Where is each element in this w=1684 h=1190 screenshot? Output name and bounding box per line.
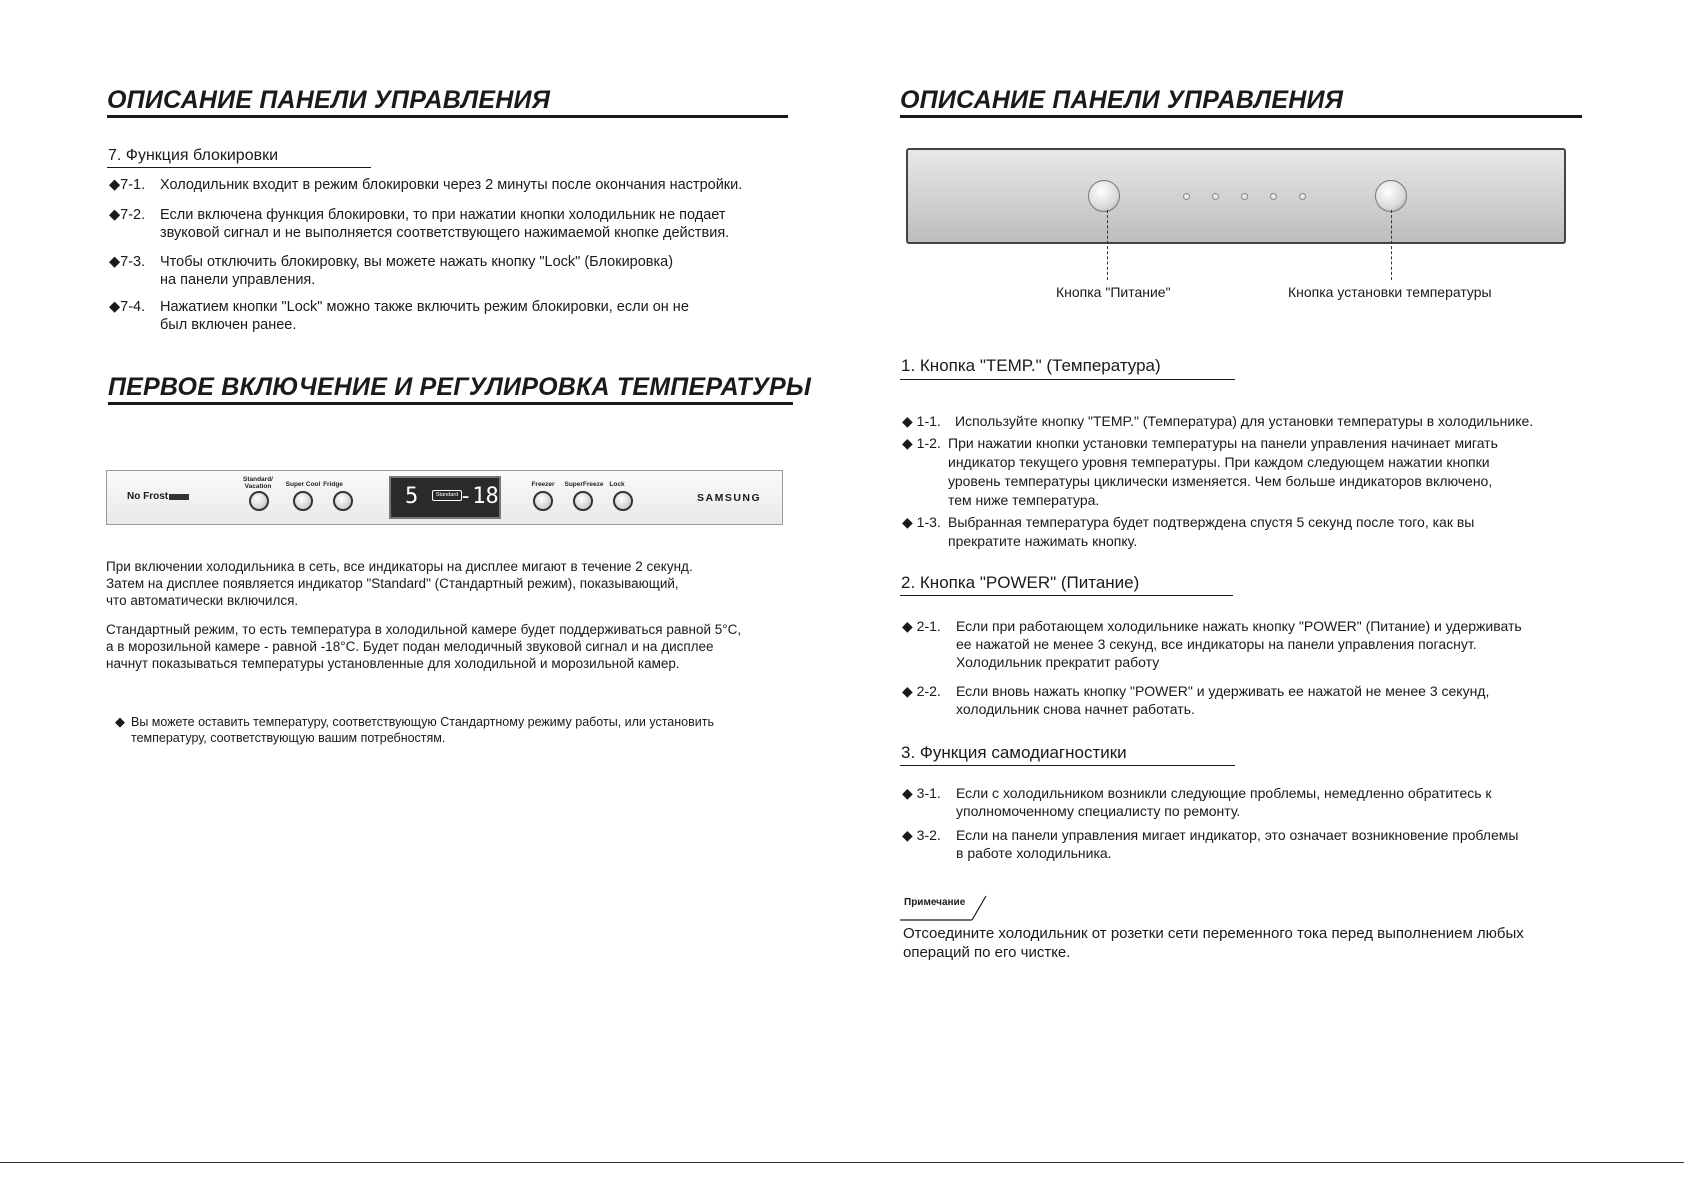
item-text: Если на панели управления мигает индикатор, это означает возникновение проблемы в работе холодильника. (956, 827, 1519, 861)
list-item (109, 298, 809, 334)
standard-mode-paragraph: Стандартный режим, то есть температура в холодильной камере будет поддерживаться равной 5°С, а в морозильной камере - равной -18°С. Будет подан мелодичный звуковой сигнал и на дисплее начнут показываться температуры установленные для холодильной и морозильной камер. (106, 622, 742, 671)
item-number: ◆ 1-2. (902, 435, 941, 451)
item-text: При нажатии кнопки установки температуры на панели управления начинает мигать индикатор текущего уровня температуры. При каждом следующем нажатии кнопки уровень температуры циклически изменяется. Чем больше индикаторов включено, тем ниже температура. (948, 435, 1498, 508)
list-item (902, 412, 1612, 430)
left-page-title: ОПИСАНИЕ ПАНЕЛИ УПРАВЛЕНИЯ (107, 86, 551, 114)
section7-rule (107, 167, 371, 168)
item-text: Нажатием кнопки "Lock" можно также включить режим блокировки, если он не был включен ранее. (160, 299, 689, 333)
button-label: Fridge (323, 481, 343, 488)
fridge-temp-readout: 5 (405, 484, 419, 509)
item-number: ◆ 1-1. (902, 413, 941, 429)
button-label: Super Cool (285, 481, 321, 488)
item-number: ◆ 3-2. (902, 827, 941, 843)
temperature-display (389, 476, 501, 519)
standard-indicator: Standard (432, 490, 462, 501)
button-label: SuperFreeze (564, 481, 604, 488)
temperature-indicator (1299, 193, 1306, 200)
item-number: ◆ 3-1. (902, 785, 941, 801)
freezer-temp-readout: -18 (459, 484, 499, 509)
freezer-button[interactable] (533, 491, 553, 511)
button-label: Lock (609, 481, 625, 488)
bullet-diamond-icon: ◆ (115, 714, 125, 729)
list-item (109, 176, 809, 194)
section1-title: 1. Кнопка "TEMP." (Температура) (901, 356, 1161, 375)
temperature-indicator (1212, 193, 1219, 200)
note-text: Отсоедините холодильник от розетки сети переменного тока перед выполнением любых операций по его чистке. (903, 925, 1524, 961)
item-number: ◆7-1. (109, 177, 146, 193)
item-text: Холодильник входит в режим блокировки через 2 минуты после окончания настройки. (160, 177, 743, 193)
note-tag-frame (900, 894, 990, 924)
logo-badge (169, 494, 189, 500)
item-number: ◆7-3. (109, 254, 146, 270)
super-cool-button[interactable] (293, 491, 313, 511)
list-item (902, 784, 1612, 820)
power-button-caption: Кнопка "Питание" (1056, 284, 1171, 300)
control-panel-illustration (106, 470, 783, 525)
item-number: ◆ 2-2. (902, 683, 941, 699)
power-leader-line (1107, 210, 1108, 280)
item-number: ◆7-2. (109, 207, 146, 223)
left-page-title-2: ПЕРВОЕ ВКЛЮЧЕНИЕ И РЕГУЛИРОВКА ТЕМПЕРАТУРЫ (108, 373, 812, 401)
samsung-logo: SAMSUNG (697, 492, 762, 504)
note-tag: Примечание (904, 897, 966, 908)
item-number: ◆7-4. (109, 299, 146, 315)
item-text: Если с холодильником возникли следующие проблемы, немедленно обратитесь к уполномоченному специалисту по ремонту. (956, 785, 1492, 819)
item-text: Чтобы отключить блокировку, вы можете нажать кнопку "Lock" (Блокировка) на панели управления. (160, 254, 674, 288)
left-title-2-rule (108, 402, 793, 405)
right-title-rule (900, 115, 1582, 118)
page-bottom-rule (0, 1162, 1684, 1163)
temp-leader-line (1391, 210, 1392, 280)
right-page-title: ОПИСАНИЕ ПАНЕЛИ УПРАВЛЕНИЯ (900, 86, 1344, 114)
super-freeze-button[interactable] (573, 491, 593, 511)
power-button[interactable] (1088, 180, 1120, 212)
item-text: Используйте кнопку "TEMP." (Температура) для установки температуры в холодильнике. (955, 413, 1534, 429)
section2-rule (900, 595, 1233, 596)
intro-paragraph: При включении холодильника в сеть, все индикаторы на дисплее мигают в течение 2 секунд. Затем на дисплее появляется индикатор "Standard" (Стандартный режим), показывающий, что автоматически включился. (106, 559, 693, 608)
section3-title: 3. Функция самодиагностики (901, 743, 1127, 762)
item-number: ◆ 1-3. (902, 514, 941, 530)
list-item (902, 682, 1612, 718)
standard-vacation-button[interactable] (249, 491, 269, 511)
list-item (109, 206, 809, 242)
item-text: Если включена функция блокировки, то при нажатии кнопки холодильник не подает звуковой сигнал и не выполняется соответствующего нажимаемой кнопке действия. (160, 207, 730, 241)
control-panel-closeup (906, 148, 1566, 244)
list-item (902, 826, 1612, 862)
item-number: ◆ 2-1. (902, 618, 941, 634)
list-item (902, 513, 1612, 551)
temp-button-caption: Кнопка установки температуры (1288, 284, 1492, 300)
temp-setting-button[interactable] (1375, 180, 1407, 212)
no-frost-logo: No Frost (127, 491, 169, 502)
button-label: Standard/ Vacation (243, 476, 273, 490)
section7-title: 7. Функция блокировки (108, 147, 279, 164)
list-item (902, 617, 1612, 671)
item-text: Выбранная температура будет подтверждена спустя 5 секунд после того, как вы прекратите нажимать кнопку. (948, 514, 1475, 549)
lock-button[interactable] (613, 491, 633, 511)
list-item (902, 434, 1612, 510)
left-title-rule (107, 115, 788, 118)
fridge-button[interactable] (333, 491, 353, 511)
item-text: Если вновь нажать кнопку "POWER" и удерживать ее нажатой не менее 3 секунд, холодильник снова начнет работать. (956, 683, 1490, 717)
section3-rule (900, 765, 1235, 766)
temperature-indicator (1270, 193, 1277, 200)
button-label: Freezer (531, 481, 555, 488)
temperature-indicator (1241, 193, 1248, 200)
list-item (109, 253, 809, 289)
section1-rule (900, 379, 1235, 380)
item-text: Если при работающем холодильнике нажать кнопку "POWER" (Питание) и удерживать ее нажатой не менее 3 секунд, все индикаторы на панели управления погаснут. Холодильник прекратит работу (956, 618, 1522, 670)
section2-title: 2. Кнопка "POWER" (Питание) (901, 573, 1140, 592)
hint-paragraph: Вы можете оставить температуру, соответствующую Стандартному режиму работы, или установить температуру, соответствующую вашим потребностям. (131, 715, 714, 745)
temperature-indicator (1183, 193, 1190, 200)
